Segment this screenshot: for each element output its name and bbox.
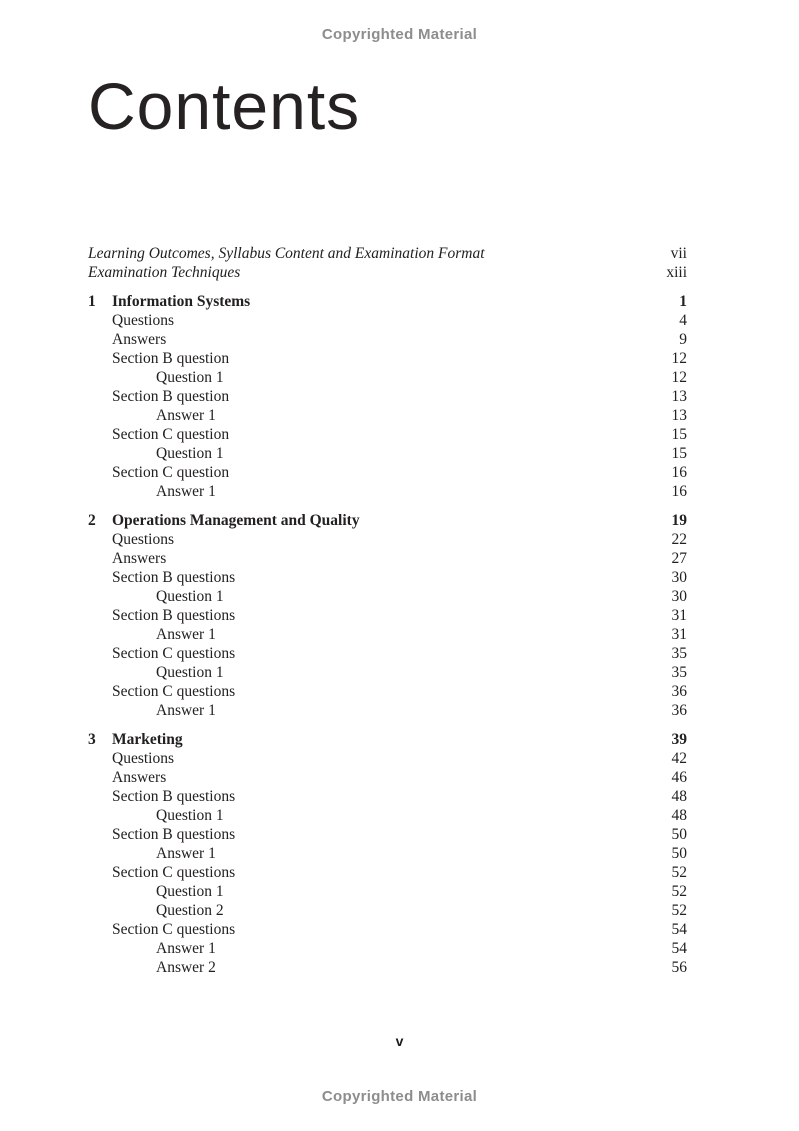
toc-entry-label: Questions: [112, 531, 174, 548]
toc-entry-page-number: 48: [671, 788, 687, 805]
toc-entry-label: Answer 1: [156, 702, 216, 719]
toc-entry-page-number: 36: [671, 683, 687, 700]
toc-entry-row: [88, 549, 687, 568]
toc-entry-label: Section C question: [112, 464, 230, 481]
chapter-heading-row: [88, 292, 687, 311]
toc-entry-label: Answer 1: [156, 407, 216, 424]
toc-entry-row: [88, 806, 687, 825]
toc-entry-row: [88, 587, 687, 606]
toc-entry-label: Questions: [112, 312, 174, 329]
toc-entry-label: Section B question: [112, 350, 230, 367]
toc-entry-label: Answer 1: [156, 483, 216, 500]
toc-entry-row: [88, 530, 687, 549]
toc-entry-label: Section C question: [112, 426, 230, 443]
toc-entry-row: [88, 463, 687, 482]
toc-entry-page-number: 46: [671, 769, 687, 786]
toc-entry-row: [88, 425, 687, 444]
chapter-block: [88, 511, 687, 720]
toc-entry-page-number: 54: [671, 921, 687, 938]
toc-entry-label: Questions: [112, 750, 174, 767]
toc-entry-page-number: 35: [671, 664, 687, 681]
chapter-title: Operations Management and Quality: [112, 512, 360, 529]
chapter-number: 3: [88, 731, 96, 748]
toc-entry-page-number: 31: [671, 607, 687, 624]
toc-entry-label: Question 1: [156, 369, 224, 386]
toc-entry-row: [88, 387, 687, 406]
toc-entry-label: Section C questions: [112, 683, 236, 700]
toc-entry-label: Section B question: [112, 388, 230, 405]
toc-entry-row: [88, 682, 687, 701]
front-matter-section: [88, 244, 687, 282]
toc-entry-page-number: 16: [671, 464, 687, 481]
toc-entry-page-number: 50: [671, 845, 687, 862]
toc-entry-page-number: 31: [671, 626, 687, 643]
toc-entry-page-number: 13: [671, 388, 687, 405]
toc-entry-label: Question 1: [156, 664, 224, 681]
toc-entry-page-number: 30: [671, 588, 687, 605]
page-title: Contents: [88, 69, 361, 143]
toc-entry-page-number: 22: [671, 531, 687, 548]
toc-entry-label: Answers: [112, 550, 167, 567]
toc-entry-label: Question 2: [156, 902, 224, 919]
page-number: v: [395, 1033, 404, 1049]
toc-entry-label: Section C questions: [112, 645, 236, 662]
chapter-heading-row: [88, 511, 687, 530]
toc-entry-row: [88, 482, 687, 501]
toc-entry-label: Answers: [112, 769, 167, 786]
toc-entry-page-number: 30: [671, 569, 687, 586]
chapter-entries: [88, 530, 687, 720]
toc-entry-label: Question 1: [156, 445, 224, 462]
toc-entry-label: Question 1: [156, 807, 224, 824]
toc-entry-page-number: 50: [671, 826, 687, 843]
toc-entry-label: Section C questions: [112, 921, 236, 938]
toc-entry-page-number: 35: [671, 645, 687, 662]
front-matter-row: [88, 263, 687, 282]
toc-entry-page-number: 42: [671, 750, 687, 767]
toc-entry-row: [88, 920, 687, 939]
toc-entry-page-number: 52: [671, 902, 687, 919]
toc-entry-page-number: 52: [671, 883, 687, 900]
front-matter-row: [88, 244, 687, 263]
toc-entry-row: [88, 349, 687, 368]
chapter-heading-row: [88, 730, 687, 749]
toc-entry-row: [88, 768, 687, 787]
toc-entry-label: Learning Outcomes, Syllabus Content and Examination Format: [88, 245, 485, 262]
toc-entry-row: [88, 568, 687, 587]
toc-entry-page-number: 56: [671, 959, 687, 976]
toc-entry-row: [88, 311, 687, 330]
toc-entry-row: [88, 330, 687, 349]
chapter-block: [88, 292, 687, 501]
chapter-number: 1: [88, 293, 96, 310]
chapter-block: [88, 730, 687, 977]
chapter-title: Information Systems: [112, 293, 251, 310]
toc-entry-row: [88, 958, 687, 977]
toc-entry-page-number: 12: [671, 369, 687, 386]
toc-entry-page-number: xiii: [666, 264, 687, 281]
chapter-entries: [88, 749, 687, 977]
chapter-number: 2: [88, 512, 96, 529]
toc-entry-label: Section B questions: [112, 788, 236, 805]
toc-entry-page-number: 16: [671, 483, 687, 500]
toc-entry-row: [88, 882, 687, 901]
toc-entry-label: Section B questions: [112, 826, 236, 843]
toc-entry-row: [88, 406, 687, 425]
toc-entry-row: [88, 749, 687, 768]
chapter-entries: [88, 311, 687, 501]
toc-entry-label: Section B questions: [112, 569, 236, 586]
chapter-title: Marketing: [112, 731, 183, 748]
toc-entry-label: Question 1: [156, 883, 224, 900]
toc-entry-page-number: 13: [671, 407, 687, 424]
toc-entry-page-number: 54: [671, 940, 687, 957]
copyright-header: Copyrighted Material: [321, 26, 478, 43]
chapter-page-number: 19: [671, 512, 687, 529]
toc-entry-page-number: 27: [671, 550, 687, 567]
toc-entry-label: Answer 2: [156, 959, 216, 976]
toc-entry-label: Answers: [112, 331, 167, 348]
toc-entry-label: Question 1: [156, 588, 224, 605]
toc-entry-row: [88, 644, 687, 663]
toc-entry-page-number: vii: [670, 245, 687, 262]
toc-entry-label: Answer 1: [156, 845, 216, 862]
toc-entry-row: [88, 901, 687, 920]
chapter-page-number: 39: [671, 731, 687, 748]
toc-entry-label: Examination Techniques: [88, 264, 241, 281]
table-of-contents: [88, 244, 687, 977]
toc-entry-page-number: 9: [679, 331, 687, 348]
toc-entry-row: [88, 368, 687, 387]
toc-entry-row: [88, 663, 687, 682]
toc-entry-row: [88, 825, 687, 844]
toc-entry-page-number: 4: [679, 312, 687, 329]
chapter-page-number: 1: [679, 293, 687, 310]
toc-entry-label: Answer 1: [156, 626, 216, 643]
toc-entry-label: Section C questions: [112, 864, 236, 881]
toc-entry-row: [88, 939, 687, 958]
toc-entry-page-number: 15: [671, 426, 687, 443]
toc-entry-row: [88, 701, 687, 720]
toc-entry-page-number: 12: [671, 350, 687, 367]
toc-entry-row: [88, 444, 687, 463]
toc-entry-page-number: 36: [671, 702, 687, 719]
toc-entry-page-number: 15: [671, 445, 687, 462]
toc-entry-row: [88, 606, 687, 625]
toc-entry-row: [88, 625, 687, 644]
toc-entry-row: [88, 844, 687, 863]
toc-entry-label: Answer 1: [156, 940, 216, 957]
chapters-section: [88, 292, 687, 977]
toc-entry-row: [88, 787, 687, 806]
toc-entry-page-number: 48: [671, 807, 687, 824]
copyright-footer: Copyrighted Material: [321, 1088, 478, 1105]
toc-entry-row: [88, 863, 687, 882]
toc-entry-page-number: 52: [671, 864, 687, 881]
toc-entry-label: Section B questions: [112, 607, 236, 624]
